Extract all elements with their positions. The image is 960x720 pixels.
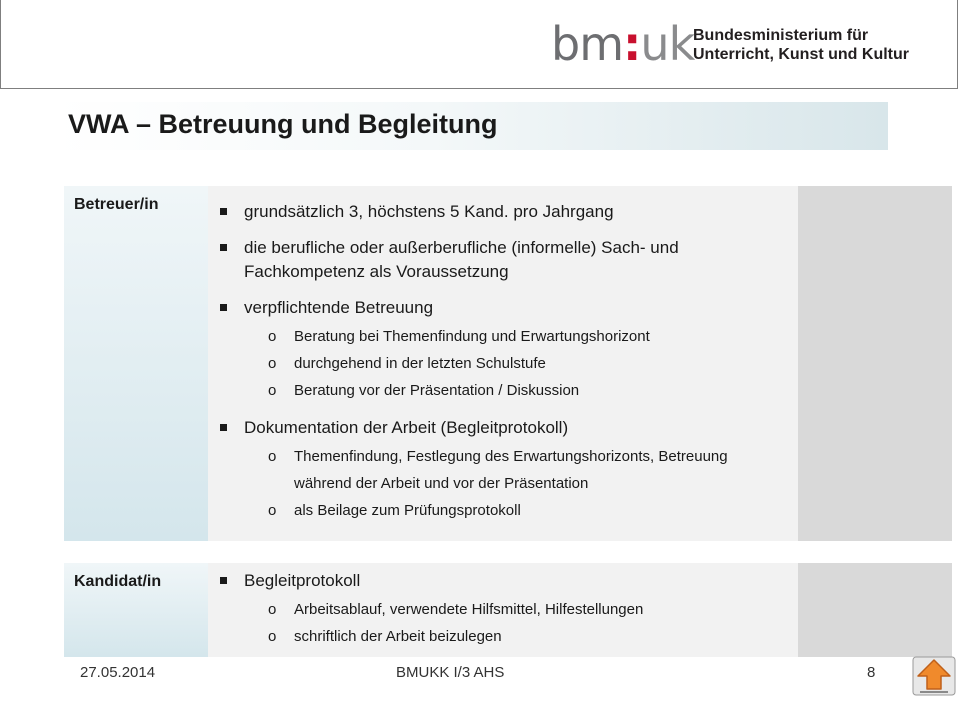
circle-bullet-icon: o — [268, 355, 277, 372]
sub-list-item — [244, 596, 788, 623]
square-bullet-icon — [220, 208, 227, 215]
header-bar — [0, 0, 958, 89]
sub-item-text: schriftlich der Arbeit beizulegen — [294, 628, 502, 645]
home-button[interactable] — [912, 656, 956, 696]
square-bullet-icon — [220, 424, 227, 431]
sub-item-text: durchgehend in der letzten Schulstufe — [294, 355, 546, 372]
sub-item-text: Beratung bei Themenfindung und Erwartungshorizont — [294, 328, 650, 345]
sub-list-item — [244, 443, 788, 497]
sub-item-text: als Beilage zum Prüfungsprotokoll — [294, 502, 521, 519]
sub-item-text: Themenfindung, Festlegung des Erwartungshorizonts, Betreuung während der Arbeit und vor der Präsentation — [294, 448, 728, 492]
list-item — [218, 236, 788, 284]
section-label-cell — [64, 563, 208, 657]
section-label: Betreuer/in — [74, 196, 159, 213]
square-bullet-icon — [220, 577, 227, 584]
logo-mark: bm:uk — [551, 17, 695, 71]
circle-bullet-icon: o — [268, 502, 277, 519]
list-item — [218, 569, 788, 650]
sub-item-text: Beratung vor der Präsentation / Diskussion — [294, 382, 580, 399]
sub-list-item — [244, 623, 788, 650]
sub-list-item — [244, 323, 788, 350]
sub-list — [244, 443, 788, 524]
logo-line-1: Bundesministerium für — [693, 27, 869, 44]
sub-item-text: Arbeitsablauf, verwendete Hilfsmittel, Hilfestellungen — [294, 601, 644, 618]
list-item-text: Begleitprotokoll — [244, 571, 361, 590]
logo-text — [693, 26, 909, 64]
section-content — [208, 563, 798, 657]
logo-line-2: Unterricht, Kunst und Kultur — [693, 46, 909, 63]
section-label-cell — [64, 186, 208, 541]
section-content — [208, 186, 798, 541]
circle-bullet-icon: o — [268, 328, 277, 345]
home-up-arrow-icon — [912, 656, 956, 696]
square-bullet-icon — [220, 304, 227, 311]
circle-bullet-icon: o — [268, 628, 277, 645]
section-label: Kandidat/in — [74, 573, 162, 590]
circle-bullet-icon: o — [268, 382, 277, 399]
circle-bullet-icon: o — [268, 448, 277, 465]
slide-title: VWA – Betreuung und Begleitung — [68, 109, 498, 139]
square-bullet-icon — [220, 244, 227, 251]
circle-bullet-icon: o — [268, 601, 277, 618]
list-item-text: die berufliche oder außerberufliche (informelle) Sach- und Fachkompetenz als Voraussetzung — [244, 238, 679, 281]
sub-list — [244, 323, 788, 404]
section-side-cell — [798, 563, 952, 657]
footer-date: 27.05.2014 — [80, 664, 156, 681]
page-number: 8 — [867, 664, 876, 681]
sub-list-item — [244, 350, 788, 377]
list-item-text: verpflichtende Betreuung — [244, 298, 434, 317]
bullet-list — [218, 569, 788, 662]
sub-list — [244, 596, 788, 650]
list-item — [218, 200, 788, 224]
footer-center-text: BMUKK I/3 AHS — [396, 664, 505, 681]
list-item — [218, 416, 788, 524]
section-side-cell — [798, 186, 952, 541]
list-item-text: grundsätzlich 3, höchstens 5 Kand. pro Jahrgang — [244, 202, 614, 221]
list-item — [218, 296, 788, 404]
sub-list-item — [244, 497, 788, 524]
list-item-text: Dokumentation der Arbeit (Begleitprotokoll) — [244, 418, 569, 437]
sub-list-item — [244, 377, 788, 404]
bullet-list — [218, 200, 788, 536]
title-band — [56, 102, 888, 150]
